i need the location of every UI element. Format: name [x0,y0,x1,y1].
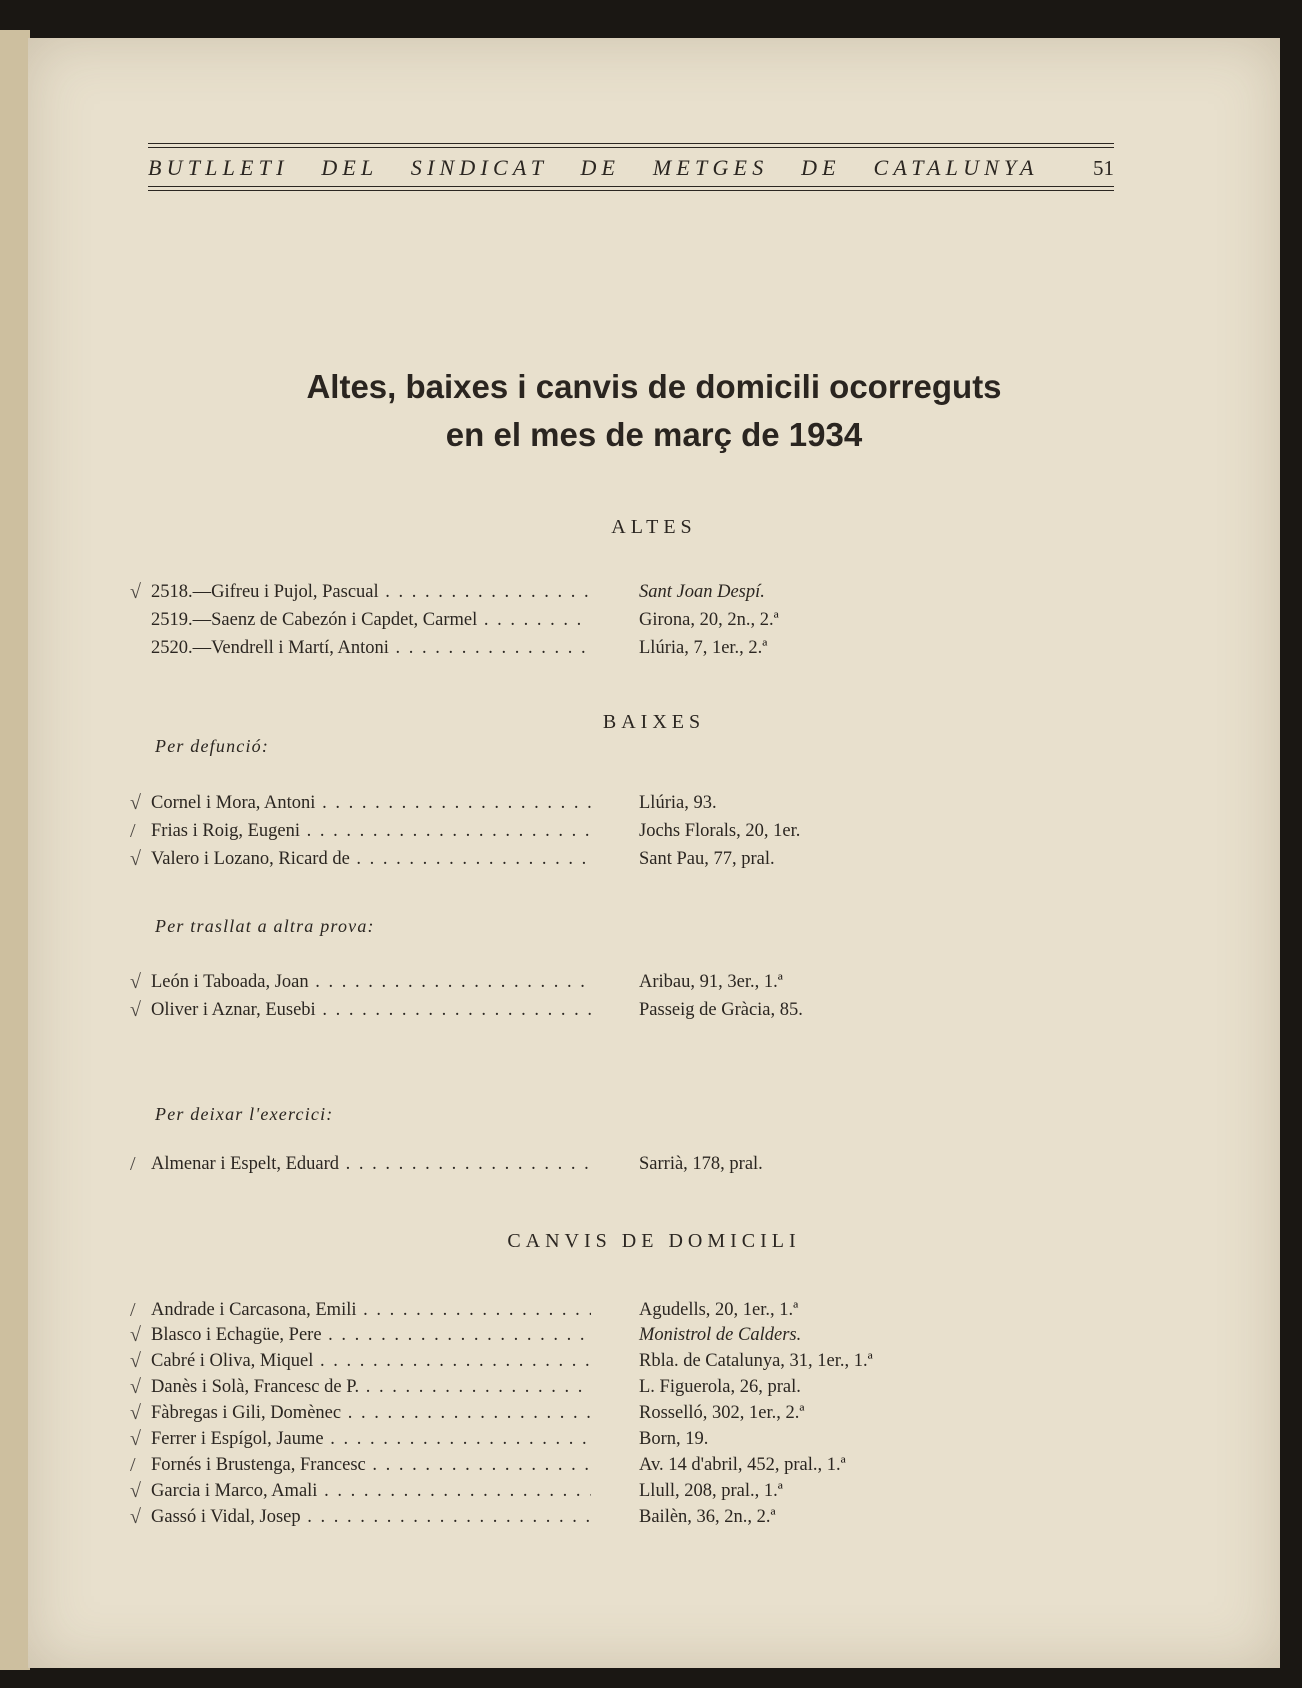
list-item [28,1455,1280,1481]
member-address: Aribau, 91, 3er., 1.ª [639,972,783,992]
member-address: Agudells, 20, 1er., 1.ª [639,1300,799,1320]
member-name: Frias i Roig, Eugeni . . . [151,821,591,842]
member-name: 2519.—Saenz de Cabezón i Capdet, Carmel . . . [151,610,591,631]
section-heading-canvis: CANVIS DE DOMICILI [507,1230,801,1252]
check-mark-icon: √ [130,971,141,993]
check-mark-icon: √ [130,581,141,603]
member-address: Bailèn, 36, 2n., 2.ª [639,1507,776,1527]
member-name: 2518.—Gifreu i Pujol, Pascual . . . [151,582,591,603]
check-mark-icon: √ [130,792,141,814]
section-heading-baixes: BAIXES [602,711,706,733]
member-name: Gassó i Vidal, Josep . . . [151,1507,591,1528]
document-page [28,38,1280,1668]
member-address: Llull, 208, pral., 1.ª [639,1481,783,1501]
member-name: Cornel i Mora, Antoni . . . [151,793,591,814]
subheading-per-deixar: Per deixar l'exercici: [155,1104,334,1124]
member-address: Av. 14 d'abril, 452, pral., 1.ª [639,1455,846,1475]
list-item [28,1300,1280,1326]
member-name: Cabré i Oliva, Miquel . . . [151,1351,591,1372]
check-mark-icon: / [130,1299,136,1321]
check-mark-icon: √ [130,999,141,1021]
member-address: Passeig de Gràcia, 85. [639,1000,803,1020]
check-mark-icon: / [130,1454,136,1476]
list-item [28,793,1280,819]
header-rule-bottom [148,186,1114,187]
check-mark-icon: √ [130,1506,141,1528]
list-item [28,610,1280,636]
member-address: Sant Pau, 77, pral. [639,849,775,869]
list-item [28,1154,1280,1180]
member-address: Llúria, 7, 1er., 2.ª [639,638,768,658]
member-address: Sant Joan Despí. [639,582,765,602]
member-address: Born, 19. [639,1429,709,1449]
member-name: Blasco i Echagüe, Pere . . . [151,1325,591,1346]
list-item [28,1351,1280,1377]
member-name: Valero i Lozano, Ricard de . . . [151,849,591,870]
subheading-per-trasllat: Per trasllat a altra prova: [155,916,375,936]
member-name: Andrade i Carcasona, Emili . . . [151,1300,591,1321]
member-name: 2520.—Vendrell i Martí, Antoni . . . [151,638,591,659]
list-item [28,821,1280,847]
list-item [28,1000,1280,1026]
check-mark-icon: / [130,1153,136,1175]
member-address: Jochs Florals, 20, 1er. [639,821,801,841]
member-name: Fornés i Brustenga, Francesc . . . [151,1455,591,1476]
article-title-line-2: en el mes de març de 1934 [445,416,863,453]
check-mark-icon: √ [130,848,141,870]
check-mark-icon: √ [130,1324,141,1346]
list-item [28,1429,1280,1455]
list-item [28,1481,1280,1507]
list-item [28,849,1280,875]
page-edge [0,30,30,1670]
member-name: Danès i Solà, Francesc de P. . . . [151,1377,591,1398]
header-rule-bottom-thin [148,190,1114,191]
member-name: Ferrer i Espígol, Jaume . . . [151,1429,591,1450]
list-item [28,1325,1280,1351]
page-number: 51 [1093,156,1114,180]
check-mark-icon: √ [130,1350,141,1372]
list-item [28,1507,1280,1533]
list-item [28,972,1280,998]
header-row [148,148,1114,186]
member-name: Oliver i Aznar, Eusebi . . . [151,1000,591,1021]
member-address: Girona, 20, 2n., 2.ª [639,610,779,630]
article-title-line-1: Altes, baixes i canvis de domicili ocorreguts [306,368,1002,405]
member-address: Rosselló, 302, 1er., 2.ª [639,1403,805,1423]
list-item [28,1377,1280,1403]
member-address: Rbla. de Catalunya, 31, 1er., 1.ª [639,1351,873,1371]
member-name: Almenar i Espelt, Eduard . . . [151,1154,591,1175]
journal-title: BUTLLETI DEL SINDICAT DE METGES DE CATALUNYA [148,155,1039,180]
member-name: León i Taboada, Joan . . . [151,972,591,993]
article-title [28,363,1280,459]
running-header [148,143,1114,191]
member-address: L. Figuerola, 26, pral. [639,1377,801,1397]
list-item [28,582,1280,608]
member-address: Sarrià, 178, pral. [639,1154,763,1174]
member-address: Llúria, 93. [639,793,717,813]
subheading-per-defuncio: Per defunció: [155,736,270,756]
check-mark-icon: √ [130,1376,141,1398]
member-address: Monistrol de Calders. [639,1325,802,1345]
member-name: Garcia i Marco, Amali . . . [151,1481,591,1502]
section-heading-altes: ALTES [611,516,697,538]
check-mark-icon: √ [130,1428,141,1450]
check-mark-icon: √ [130,1402,141,1424]
list-item [28,1403,1280,1429]
header-rule-top [148,143,1114,144]
member-name: Fàbregas i Gili, Domènec . . . [151,1403,591,1424]
list-item [28,638,1280,664]
check-mark-icon: / [130,820,136,842]
check-mark-icon: √ [130,1480,141,1502]
